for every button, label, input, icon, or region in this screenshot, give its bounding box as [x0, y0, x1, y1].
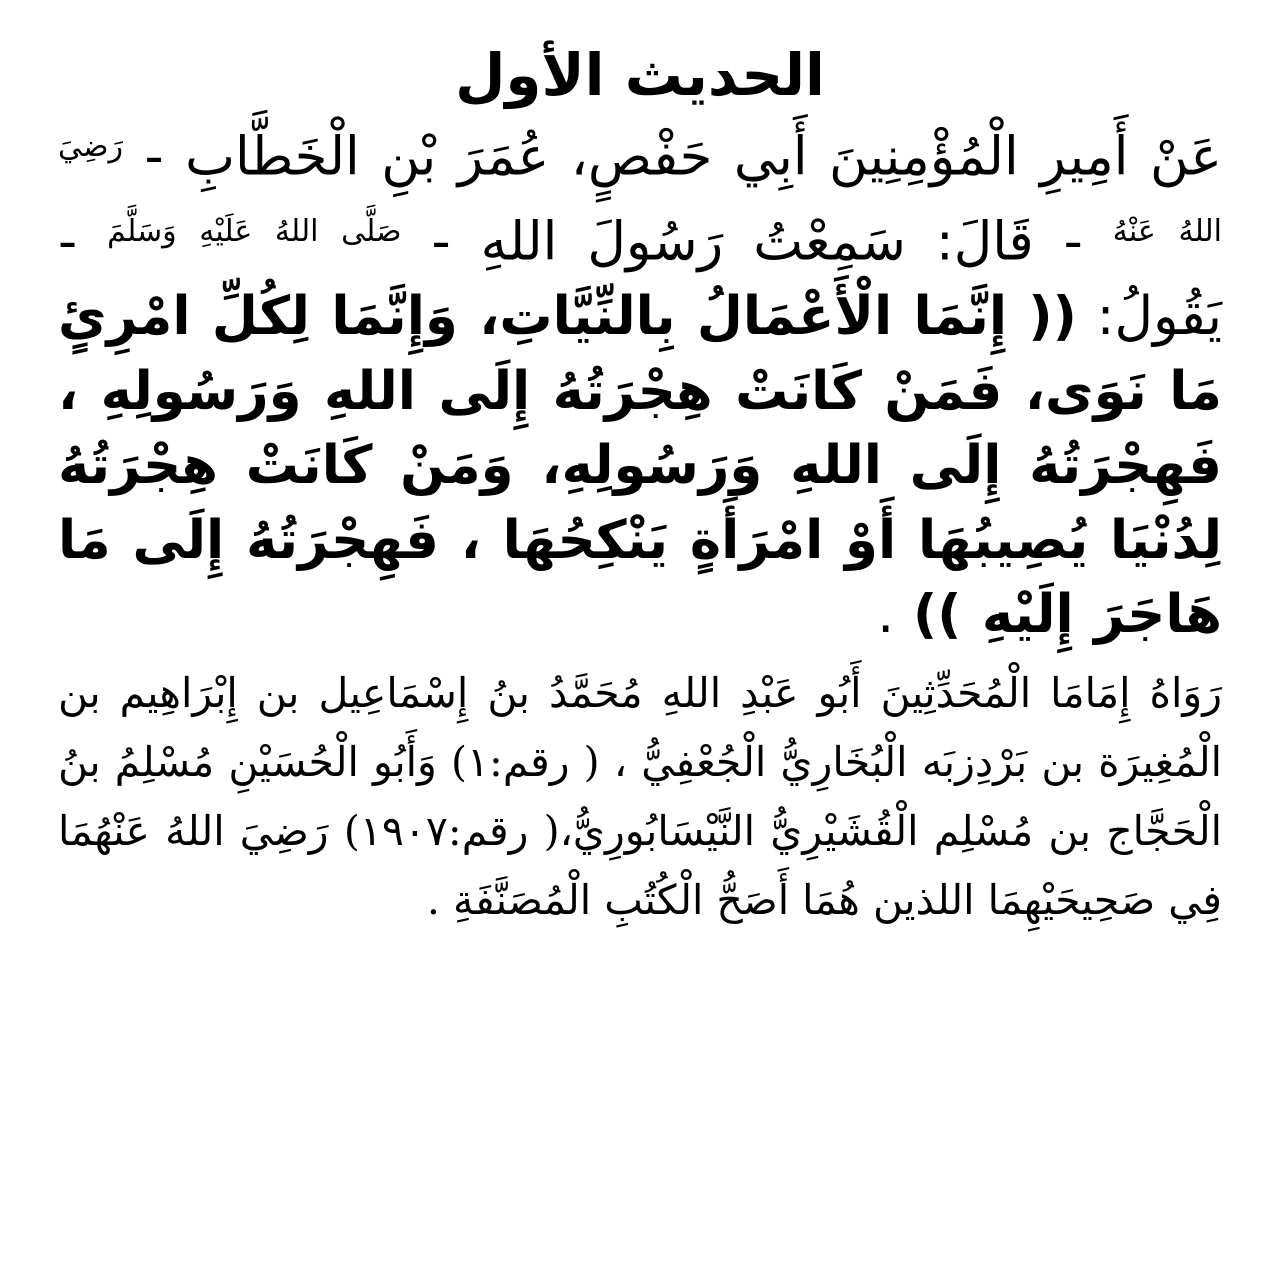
- hadith-matn: (( إِنَّمَا الْأَعْمَالُ بِالنِّيَّاتِ، وَإِنَّمَا لِكُلِّ امْرِئٍ مَا نَوَى، فَمَنْ كَانَتْ هِجْرَتُهُ إِلَى اللهِ وَرَسُولِهِ ، فَهِجْرَتُهُ إِلَى اللهِ وَرَسُولِهِ، وَمَنْ كَانَتْ هِجْرَتُهُ لِدُنْيَا يُصِيبُهَا أَوْ امْرَأَةٍ يَنْكِحُهَا ، فَهِجْرَتُهُ إِلَى مَا هَاجَرَ إِلَيْهِ )): [58, 286, 1222, 646]
- hadith-text: [58, 110, 1222, 653]
- honorific-radiallahu-anhu: رَضِيَ اللهُ عَنْهُ: [58, 129, 1222, 250]
- hadith-end: .: [877, 584, 895, 646]
- narration-paragraph: رَوَاهُ إِمَامَا الْمُحَدِّثِينَ أَبُو عَبْدِ اللهِ مُحَمَّدُ بنُ إِسْمَاعِيل بن إِبْرَاهِيم بن الْمُغِيرَة بن بَرْدِزبَه الْبُخَارِيُّ الْجُعْفِيُّ ، ( رقم:١) وَأَبُو الْحُسَيْنِ مُسْلِمُ بنُ الْحَجَّاج بن مُسْلِم الْقُشَيْرِيُّ النَّيْسَابُورِيُّ،( رقم:١٩٠٧) رَضِيَ اللهُ عَنْهُمَا فِي صَحِيحَيْهِمَا اللذين هُمَا أَصَحُّ الْكُتُبِ الْمُصَنَّفَةِ .: [58, 668, 1222, 924]
- isnad-part-1: عَنْ أَمِيرِ الْمُؤْمِنِينَ أَبِي حَفْصٍ، عُمَرَ بْنِ الْخَطَّابِ -: [144, 126, 1222, 188]
- page-title: الحديث الأول: [455, 41, 825, 109]
- honorific-salallahu-alayhi-wasallam: صَلَّى اللهُ عَلَيْهِ وَسَلَّمَ: [107, 214, 402, 250]
- isnad-part-2: - قَالَ: سَمِعْتُ رَسُولَ اللهِ -: [431, 211, 1083, 273]
- isnad-part-3: - يَقُولُ:: [58, 211, 1222, 348]
